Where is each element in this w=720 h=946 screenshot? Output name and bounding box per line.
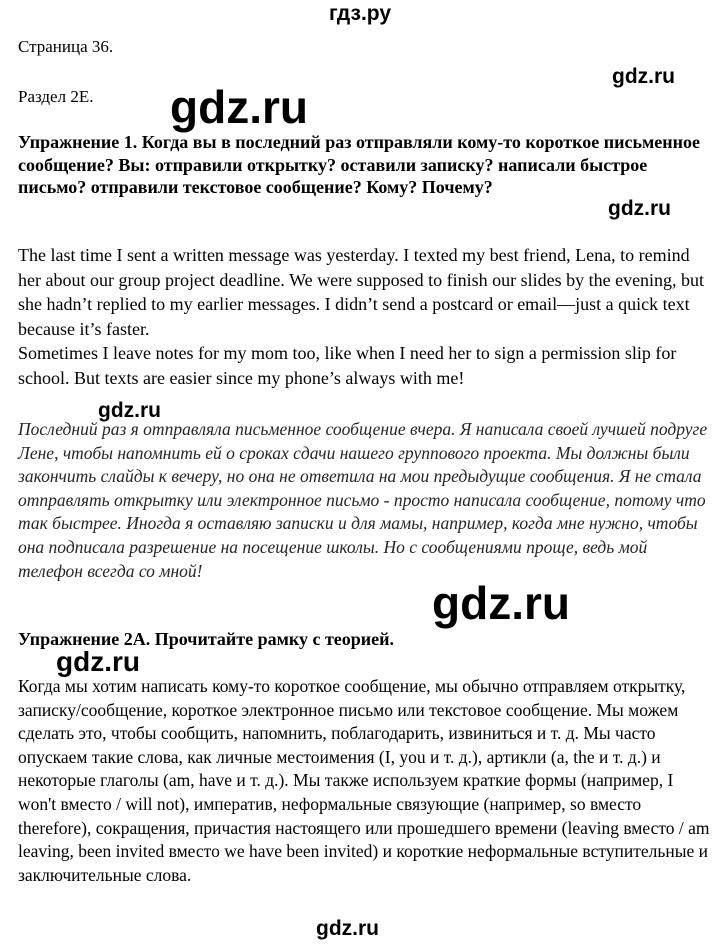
exercise-2a-theory-text: Когда мы хотим написать кому-то короткое сообщение, мы обычно отправляем открытку, записку/сообщение, короткое электронное письмо или текстовое сообщение. Мы можем сделать это, чтобы сообщить, напомнить, поблагодарить, извиниться и т. д. Мы часто опускаем такие слова, как личные местоимения (I, you и т. д.), артикли (a, the и т. д.) и некоторые глаголы (am, have и т. д.). Мы также используем краткие формы (например, I won't вместо / will not), императив, неформальные связующие (например, so вместо therefore), сокращения, причастия настоящего или прошедшего времени (leaving вместо / am leaving, been invited вместо we have been invited) и короткие неформальные вступительные и заключительные слова.	[18, 676, 710, 885]
watermark: gdz.ru	[98, 399, 161, 422]
watermark: gdz.ru	[170, 81, 308, 133]
answer-english-paragraph: The last time I sent a written message was yesterday. I texted my best friend, Lena, to remind her about our group project deadline. We were supposed to finish our slides by the evening, but she hadn’t replied to my earlier messages. I didn’t send a postcard or email—just a quick text because it’s faster.	[18, 245, 705, 339]
watermark: gdz.ru	[432, 577, 570, 629]
exercise-1-heading: Упражнение 1. Когда вы в последний раз отправляли кому-то короткое письменное сообщение? Вы: отправили открытку? оставили записку? написали быстрое письмо? отправили текстовое сообщение? Кому? Почему?	[18, 132, 700, 197]
section-label: Раздел 2E.	[18, 87, 94, 106]
watermark: gdz.ru	[612, 65, 675, 88]
exercise-2a-heading: Упражнение 2А. Прочитайте рамку с теорией.	[18, 629, 395, 649]
exercise-1-answer-english	[18, 243, 712, 391]
watermark: gdz.ru	[608, 197, 671, 220]
exercise-1-answer-russian: Последний раз я отправляла письменное сообщение вчера. Я написала своей лучшей подруге Лене, чтобы напомнить ей о сроках сдачи нашего группового проекта. Мы должны были закончить слайды к вечеру, но она не ответила на мои предыдущие сообщения. Я не стала отправлять открытку или электронное письмо - просто написала сообщение, потому что так быстрее. Иногда я оставляю записки и для мамы, например, когда мне нужно, чтобы она подписала разрешение на посещение школы. Но с сообщениями проще, ведь мой телефон всегда со мной!	[18, 419, 708, 581]
page-number: Страница 36.	[18, 37, 114, 56]
site-header: гдз.ру	[328, 2, 392, 25]
watermark: gdz.ru	[56, 646, 140, 677]
answer-english-paragraph: Sometimes I leave notes for my mom too, like when I need her to sign a permission slip for school. But texts are easier since my phone’s always with me!	[18, 343, 677, 388]
watermark: gdz.ru	[316, 917, 379, 940]
